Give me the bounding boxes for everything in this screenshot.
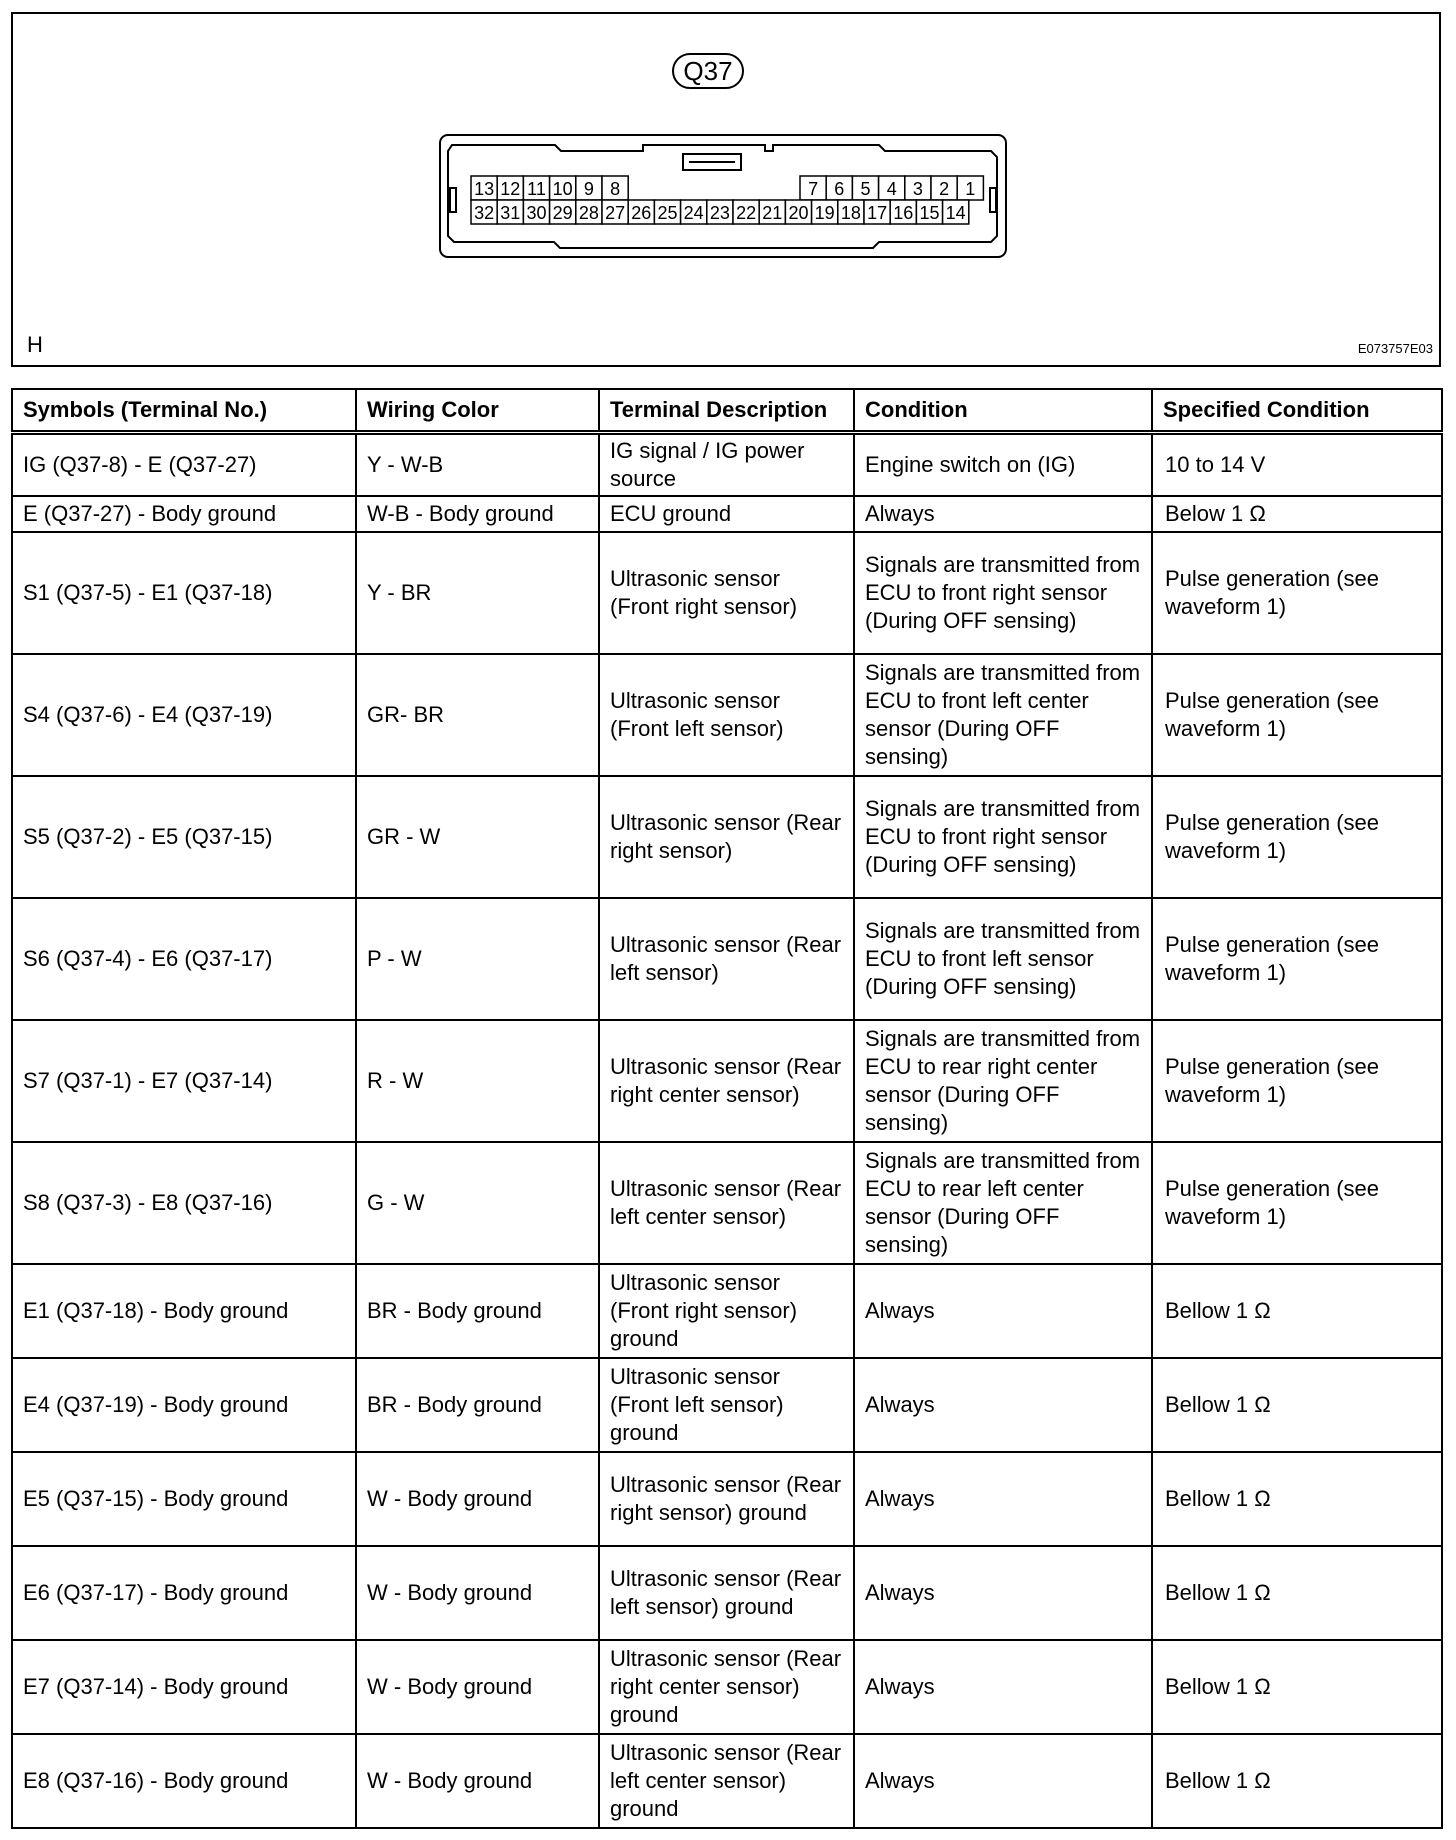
terminal-pin-label: 17 <box>867 203 888 223</box>
cell-specified-condition: Pulse generation (see waveform 1) <box>1152 776 1442 898</box>
cell-symbols: S6 (Q37-4) - E6 (Q37-17) <box>12 898 356 1020</box>
terminal-pin-label: 9 <box>583 179 594 199</box>
cell-symbols: S4 (Q37-6) - E4 (Q37-19) <box>12 654 356 776</box>
cell-symbols: E7 (Q37-14) - Body ground <box>12 1640 356 1734</box>
terminal-pin-30 <box>523 200 549 224</box>
connector-id-badge <box>673 54 743 88</box>
cell-terminal-description: Ultrasonic sensor (Rear left center sensor) <box>599 1142 854 1264</box>
cell-wiring-color: Y - BR <box>356 532 599 654</box>
table-body <box>12 433 1442 1829</box>
terminal-pin-6 <box>826 176 852 200</box>
cell-condition: Signals are transmitted from ECU to front left center sensor (During OFF sensing) <box>854 654 1152 776</box>
terminal-pin-8 <box>602 176 628 200</box>
cell-terminal-description: Ultrasonic sensor (Rear right sensor) <box>599 776 854 898</box>
cell-wiring-color: W - Body ground <box>356 1546 599 1640</box>
terminal-row-top-right <box>800 176 983 200</box>
table-row <box>12 1358 1442 1452</box>
table-row <box>12 898 1442 1020</box>
cell-condition: Always <box>854 1264 1152 1358</box>
cell-terminal-description: Ultrasonic sensor (Front left sensor) <box>599 654 854 776</box>
terminal-pin-label: 18 <box>840 203 861 223</box>
cell-specified-condition: Bellow 1 Ω <box>1152 1734 1442 1828</box>
cell-specified-condition: Bellow 1 Ω <box>1152 1358 1442 1452</box>
terminal-pin-label: 7 <box>808 179 819 199</box>
header-terminal-description: Terminal Description <box>599 389 854 433</box>
terminal-pin-label: 16 <box>893 203 914 223</box>
terminal-pin-label: 4 <box>886 179 897 199</box>
terminal-pin-23 <box>707 200 733 224</box>
cell-terminal-description: Ultrasonic sensor (Rear right center sensor) ground <box>599 1640 854 1734</box>
terminal-pin-label: 15 <box>919 203 940 223</box>
terminal-pin-3 <box>905 176 931 200</box>
cell-symbols: S5 (Q37-2) - E5 (Q37-15) <box>12 776 356 898</box>
terminal-pin-7 <box>800 176 826 200</box>
cell-condition: Always <box>854 1358 1152 1452</box>
terminal-pin-label: 22 <box>736 203 757 223</box>
terminal-pin-24 <box>681 200 707 224</box>
terminal-pin-label: 8 <box>610 179 621 199</box>
cell-terminal-description: Ultrasonic sensor (Front right sensor) ground <box>599 1264 854 1358</box>
terminal-pin-label: 10 <box>552 179 573 199</box>
terminal-pin-10 <box>550 176 576 200</box>
terminal-pin-label: 24 <box>683 203 704 223</box>
cell-terminal-description: Ultrasonic sensor (Rear right center sensor) <box>599 1020 854 1142</box>
terminal-pin-15 <box>916 200 942 224</box>
cell-terminal-description: ECU ground <box>599 496 854 532</box>
terminal-pin-14 <box>943 200 969 224</box>
cell-terminal-description: Ultrasonic sensor (Front left sensor) ground <box>599 1358 854 1452</box>
cell-specified-condition: 10 to 14 V <box>1152 433 1442 497</box>
terminal-row-bottom <box>471 200 969 224</box>
terminal-pin-label: 3 <box>912 179 923 199</box>
cell-wiring-color: BR - Body ground <box>356 1358 599 1452</box>
terminal-pin-13 <box>471 176 497 200</box>
table-row <box>12 1020 1442 1142</box>
terminal-pin-label: 13 <box>474 179 495 199</box>
cell-wiring-color: G - W <box>356 1142 599 1264</box>
cell-wiring-color: R - W <box>356 1020 599 1142</box>
terminal-pin-22 <box>733 200 759 224</box>
cell-condition: Signals are transmitted from ECU to rear right center sensor (During OFF sensing) <box>854 1020 1152 1142</box>
cell-condition: Engine switch on (IG) <box>854 433 1152 497</box>
terminal-pin-9 <box>576 176 602 200</box>
table-row <box>12 1264 1442 1358</box>
terminal-pin-label: 19 <box>814 203 835 223</box>
header-specified-condition: Specified Condition <box>1152 389 1442 433</box>
cell-symbols: E6 (Q37-17) - Body ground <box>12 1546 356 1640</box>
cell-specified-condition: Pulse generation (see waveform 1) <box>1152 898 1442 1020</box>
cell-condition: Signals are transmitted from ECU to front right sensor (During OFF sensing) <box>854 532 1152 654</box>
terminal-pin-18 <box>838 200 864 224</box>
cell-wiring-color: W - Body ground <box>356 1734 599 1828</box>
header-condition: Condition <box>854 389 1152 433</box>
terminal-pin-label: 6 <box>834 179 845 199</box>
terminal-pin-29 <box>550 200 576 224</box>
terminal-pin-label: 14 <box>945 203 966 223</box>
cell-condition: Always <box>854 1546 1152 1640</box>
terminal-pin-label: 25 <box>657 203 678 223</box>
terminal-pin-label: 20 <box>788 203 809 223</box>
terminal-pin-17 <box>864 200 890 224</box>
terminal-pin-32 <box>471 200 497 224</box>
cell-specified-condition: Pulse generation (see waveform 1) <box>1152 654 1442 776</box>
cell-wiring-color: GR- BR <box>356 654 599 776</box>
illustration-code: E073757E03 <box>1357 341 1433 356</box>
connector-figure <box>11 12 1441 367</box>
cell-terminal-description: IG signal / IG power source <box>599 433 854 497</box>
cell-symbols: E1 (Q37-18) - Body ground <box>12 1264 356 1358</box>
cell-wiring-color: BR - Body ground <box>356 1264 599 1358</box>
cell-symbols: E8 (Q37-16) - Body ground <box>12 1734 356 1828</box>
left-side-tab <box>450 188 456 212</box>
cell-specified-condition: Bellow 1 Ω <box>1152 1546 1442 1640</box>
cell-wiring-color: W - Body ground <box>356 1452 599 1546</box>
terminal-pin-label: 11 <box>527 179 546 199</box>
cell-condition: Always <box>854 1640 1152 1734</box>
terminal-pin-label: 30 <box>526 203 547 223</box>
table-row <box>12 1734 1442 1828</box>
terminal-pin-27 <box>602 200 628 224</box>
cell-specified-condition: Bellow 1 Ω <box>1152 1452 1442 1546</box>
terminal-pin-19 <box>812 200 838 224</box>
cell-specified-condition: Pulse generation (see waveform 1) <box>1152 532 1442 654</box>
cell-specified-condition: Bellow 1 Ω <box>1152 1264 1442 1358</box>
cell-symbols: E (Q37-27) - Body ground <box>12 496 356 532</box>
terminal-pin-26 <box>628 200 654 224</box>
terminal-pin-label: 31 <box>500 203 521 223</box>
terminal-pin-31 <box>497 200 523 224</box>
terminal-pin-label: 23 <box>709 203 730 223</box>
terminal-pin-21 <box>759 200 785 224</box>
cell-terminal-description: Ultrasonic sensor (Rear left center sensor) ground <box>599 1734 854 1828</box>
terminal-pin-28 <box>576 200 602 224</box>
terminal-pin-label: 5 <box>860 179 871 199</box>
terminal-pin-label: 29 <box>552 203 573 223</box>
terminal-pin-label: 12 <box>500 179 521 199</box>
cell-condition: Always <box>854 1734 1152 1828</box>
view-letter: H <box>27 332 43 357</box>
terminal-pin-label: 21 <box>762 203 783 223</box>
cell-symbols: S7 (Q37-1) - E7 (Q37-14) <box>12 1020 356 1142</box>
terminal-pin-label: 32 <box>474 203 495 223</box>
table-row <box>12 1546 1442 1640</box>
terminal-pin-12 <box>497 176 523 200</box>
terminal-row-top-left <box>471 176 628 200</box>
cell-specified-condition: Pulse generation (see waveform 1) <box>1152 1142 1442 1264</box>
table-row <box>12 433 1442 497</box>
cell-condition: Signals are transmitted from ECU to front right sensor (During OFF sensing) <box>854 776 1152 898</box>
table-header-row <box>12 389 1442 433</box>
terminal-pin-5 <box>852 176 878 200</box>
terminal-pin-2 <box>931 176 957 200</box>
terminal-pin-label: 26 <box>631 203 652 223</box>
cell-symbols: IG (Q37-8) - E (Q37-27) <box>12 433 356 497</box>
cell-terminal-description: Ultrasonic sensor (Rear left sensor) <box>599 898 854 1020</box>
cell-condition: Signals are transmitted from ECU to rear left center sensor (During OFF sensing) <box>854 1142 1152 1264</box>
cell-terminal-description: Ultrasonic sensor (Rear left sensor) ground <box>599 1546 854 1640</box>
cell-symbols: S1 (Q37-5) - E1 (Q37-18) <box>12 532 356 654</box>
cell-condition: Always <box>854 496 1152 532</box>
table-row <box>12 496 1442 532</box>
table-row <box>12 1452 1442 1546</box>
terminal-pin-20 <box>785 200 811 224</box>
table-row <box>12 776 1442 898</box>
table-row <box>12 1142 1442 1264</box>
connector-id-label: Q37 <box>683 56 733 86</box>
cell-wiring-color: Y - W-B <box>356 433 599 497</box>
terminal-pin-1 <box>957 176 983 200</box>
table-row <box>12 654 1442 776</box>
cell-wiring-color: GR - W <box>356 776 599 898</box>
terminal-pin-16 <box>890 200 916 224</box>
cell-wiring-color: W-B - Body ground <box>356 496 599 532</box>
table-row <box>12 1640 1442 1734</box>
cell-wiring-color: W - Body ground <box>356 1640 599 1734</box>
cell-condition: Signals are transmitted from ECU to front left sensor (During OFF sensing) <box>854 898 1152 1020</box>
header-symbols: Symbols (Terminal No.) <box>12 389 356 433</box>
terminal-table <box>11 388 1443 1829</box>
terminal-pin-4 <box>879 176 905 200</box>
cell-symbols: E4 (Q37-19) - Body ground <box>12 1358 356 1452</box>
terminal-pin-label: 1 <box>965 179 976 199</box>
cell-specified-condition: Pulse generation (see waveform 1) <box>1152 1020 1442 1142</box>
cell-terminal-description: Ultrasonic sensor (Rear right sensor) ground <box>599 1452 854 1546</box>
connector-drawing <box>13 14 1439 365</box>
terminal-pin-label: 27 <box>605 203 626 223</box>
terminal-pin-label: 28 <box>578 203 599 223</box>
terminal-pin-25 <box>654 200 680 224</box>
cell-specified-condition: Bellow 1 Ω <box>1152 1640 1442 1734</box>
cell-specified-condition: Below 1 Ω <box>1152 496 1442 532</box>
header-wiring-color: Wiring Color <box>356 389 599 433</box>
terminal-pin-11 <box>523 176 549 200</box>
terminal-pin-label: 2 <box>939 179 950 199</box>
cell-symbols: S8 (Q37-3) - E8 (Q37-16) <box>12 1142 356 1264</box>
cell-condition: Always <box>854 1452 1152 1546</box>
table-row <box>12 532 1442 654</box>
cell-symbols: E5 (Q37-15) - Body ground <box>12 1452 356 1546</box>
cell-terminal-description: Ultrasonic sensor (Front right sensor) <box>599 532 854 654</box>
cell-wiring-color: P - W <box>356 898 599 1020</box>
right-side-tab <box>990 188 996 212</box>
